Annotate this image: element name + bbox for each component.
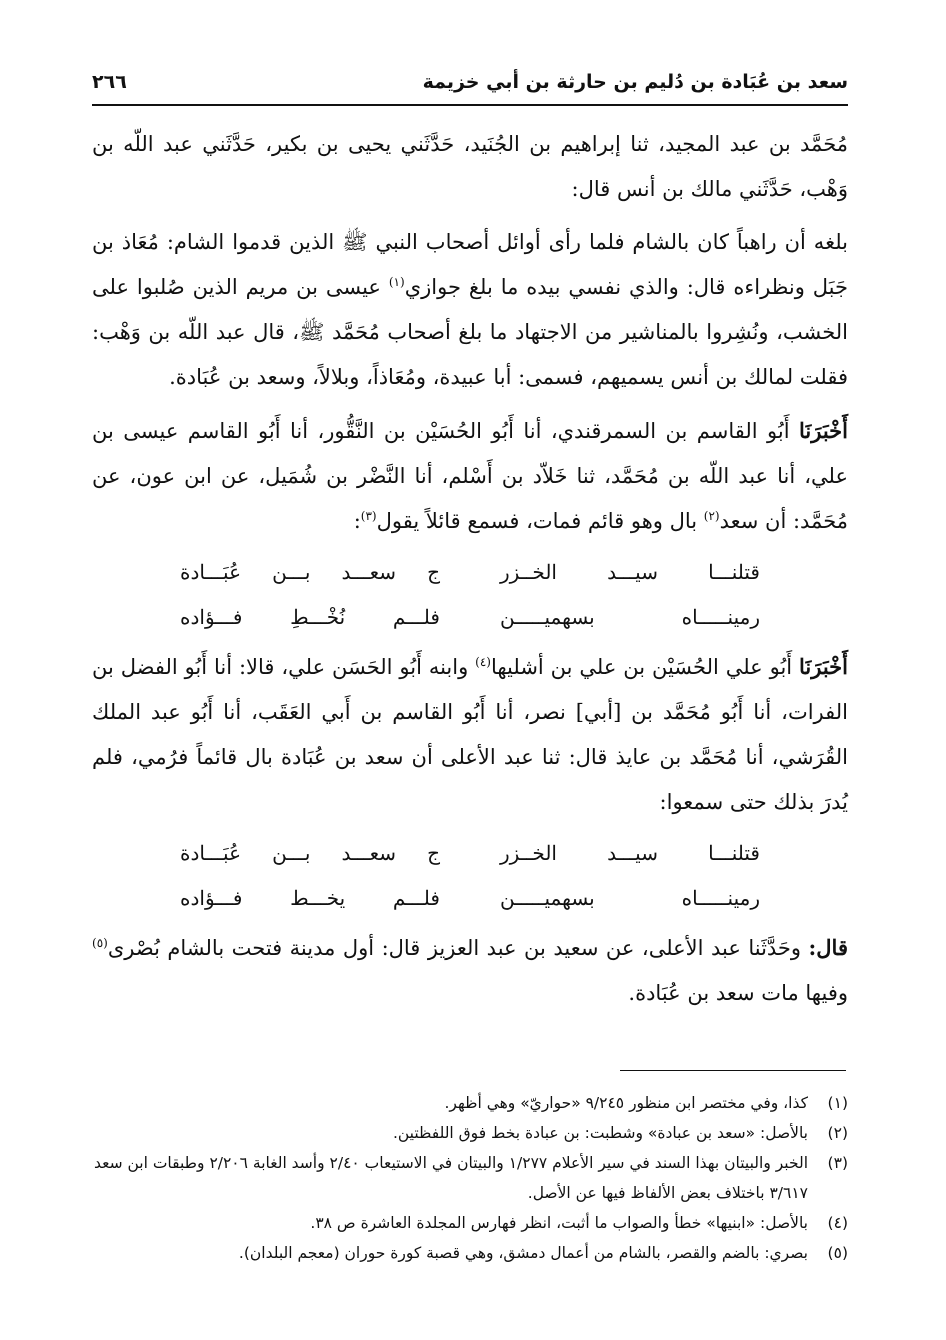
verse-2-line-1-second-hemistich: ج سعـــد بـــن عُبَـــادة — [180, 841, 440, 865]
paragraph-3-lead: أَخْبَرَنَا — [799, 418, 848, 443]
footnote-ref-1: (١) — [388, 275, 405, 289]
footnote-number: (٣) — [827, 1154, 848, 1172]
footnote — [92, 1088, 848, 1118]
page-header — [92, 62, 848, 102]
footnote-text: الخبر والبيتان بهذا السند في سير الأعلام ١/٢٧٧ والبيتان في الاستيعاب ٢/٤٠ وأسد الغابة ٢/٢٠٦ وطبقات ابن سعد ٣/٦١٧ باختلاف بعض الألفاظ فيها عن الأصل. — [93, 1154, 808, 1202]
verse-1 — [92, 550, 848, 640]
footnotes — [92, 1088, 848, 1268]
paragraph-5-text-b: وفيها مات سعد بن عُبَادة. — [628, 981, 848, 1005]
paragraph-4 — [92, 644, 848, 825]
page-number: ٢٦٦ — [92, 71, 127, 93]
paragraph-1 — [92, 122, 848, 212]
paragraph-3 — [92, 408, 848, 544]
paragraph-3-text-b: بال وهو قائم فمات، فسمع قائلاً يقول — [376, 509, 704, 533]
verse-1-line-2-second-hemistich: فلـــم نُخْـــطِ فـــؤاده — [180, 605, 440, 629]
footnote-number: (٥) — [827, 1244, 848, 1262]
verse-2-line-2-first-hemistich: رمينـــــاه بسهميـــــن — [500, 886, 760, 910]
verse-1-line-1-second-hemistich: ج سعـــد بـــن عُبَـــادة — [180, 560, 440, 584]
paragraph-2-text-b: عيسى بن مريم الذين صُلبوا على الخشب، ونُشِروا بالمناشير من الاجتهاد ما بلغ أصحاب مُحَمَّد ﷺ، قال عبد اللّه بن وَهْب: فقلت لمالك بن أنس يسميهم، فسمى: أبا عبيدة، ومُعَاذاً، وبلالاً، وسعد بن عُبَادة. — [92, 275, 848, 389]
footnote-ref-2: (٢) — [703, 509, 720, 523]
footnote — [92, 1238, 848, 1268]
header-divider — [92, 104, 848, 106]
footnote-text: بالأصل: «ابنيها» خطأ والصواب ما أثبت، انظر فهارس المجلدة العاشرة ص ٣٨. — [310, 1214, 808, 1232]
verse-1-line-1-first-hemistich: قتلنـــا سيـــد الخــزر — [500, 560, 760, 584]
footnote-ref-4: (٤) — [475, 655, 491, 669]
paragraph-4-lead: أَخْبَرَنَا — [799, 654, 848, 679]
paragraph-5-text-a: وحَدَّثَنا عبد الأعلى، عن سعيد بن عبد العزيز قال: أول مدينة فتحت بالشام بُصْرى — [107, 936, 809, 960]
paragraph-5-lead: قال: — [808, 935, 848, 960]
paragraph-4-text-b: وابنه أَبُو الحَسَن علي، قالا: أنا أَبُو الفضل بن الفرات، أنا أَبُو مُحَمَّد بن [أبي] نصر، أنا أَبُو القاسم بن أَبي العَقَب، أنا أَبُو عبد الملك القُرَشي، أنا مُحَمَّد بن عايذ قال: ثنا عبد الأعلى أن سعد بن عُبَادة بال قائماً فرُمي، فلم يُدرَ بذلك حتى سمعوا: — [92, 655, 848, 814]
verse-2-line-2-second-hemistich: فلـــم يخـــط فـــؤاده — [180, 886, 440, 910]
verse-1-line-1 — [92, 550, 848, 595]
paragraph-4-text-a: أَبُو علي الحُسَيْن بن علي بن أشليها — [490, 655, 800, 679]
footnote-text: كذا، وفي مختصر ابن منظور ٩/٢٤٥ «حواريّ» وهي أظهر. — [444, 1094, 808, 1112]
paragraph-5 — [92, 925, 848, 1016]
footnote — [92, 1148, 848, 1208]
paragraph-1-text: مُحَمَّد بن عبد المجيد، ثنا إبراهيم بن الجُنَيد، حَدَّثَني يحيى بن بكير، حَدَّثَني عبد اللّه بن وَهْب، حَدَّثَني مالك بن أنس قال: — [92, 132, 848, 201]
verse-2-line-2 — [92, 876, 848, 921]
verse-2-line-1-first-hemistich: قتلنـــا سيـــد الخــزر — [500, 841, 760, 865]
footnote-ref-3: (٣) — [360, 509, 377, 523]
footnote-number: (٤) — [827, 1214, 848, 1232]
verse-1-line-2-first-hemistich: رمينـــــاه بسهميـــــن — [500, 605, 760, 629]
footnote-text: بالأصل: «سعد بن عبادة» وشطبت: بن عبادة بخط فوق اللفظتين. — [392, 1124, 808, 1142]
main-text — [92, 122, 848, 1016]
paragraph-2 — [92, 220, 848, 400]
running-title: سعد بن عُبَادة بن دُليم بن حارثة بن أبي خزيمة — [422, 71, 848, 93]
verse-1-line-2 — [92, 595, 848, 640]
footnote-text: بصري: بالضم والقصر، بالشام من أعمال دمشق، وهي قصبة كورة حوران (معجم البلدان). — [238, 1244, 808, 1262]
footnote — [92, 1118, 848, 1148]
footnote-ref-5: (٥) — [92, 936, 108, 950]
paragraph-3-text-c: : — [353, 509, 361, 533]
footnote-divider — [620, 1070, 846, 1071]
paragraph-3-text-a: أَبُو القاسم بن السمرقندي، أنا أَبُو الحُسَيْن بن النَّقُّور، أنا أَبُو القاسم عيسى بن علي، أنا عبد اللّه بن مُحَمَّد، ثنا خَلاّد بن أَسْلم، أنا النَّضْر بن شُمَيل، عن ابن عون، عن مُحَمَّد: أن سعد — [92, 419, 848, 533]
verse-2-line-1 — [92, 831, 848, 876]
footnote — [92, 1208, 848, 1238]
paragraph-2-text-a: بلغه أن راهباً كان بالشام فلما رأى أوائل أصحاب النبي ﷺ الذين قدموا الشام: مُعَاذ بن جَبَل ونظراءه قال: والذي نفسي بيده ما بلغ جوازي — [92, 230, 848, 299]
footnote-number: (١) — [827, 1094, 848, 1112]
verse-2 — [92, 831, 848, 921]
footnote-number: (٢) — [827, 1124, 848, 1142]
